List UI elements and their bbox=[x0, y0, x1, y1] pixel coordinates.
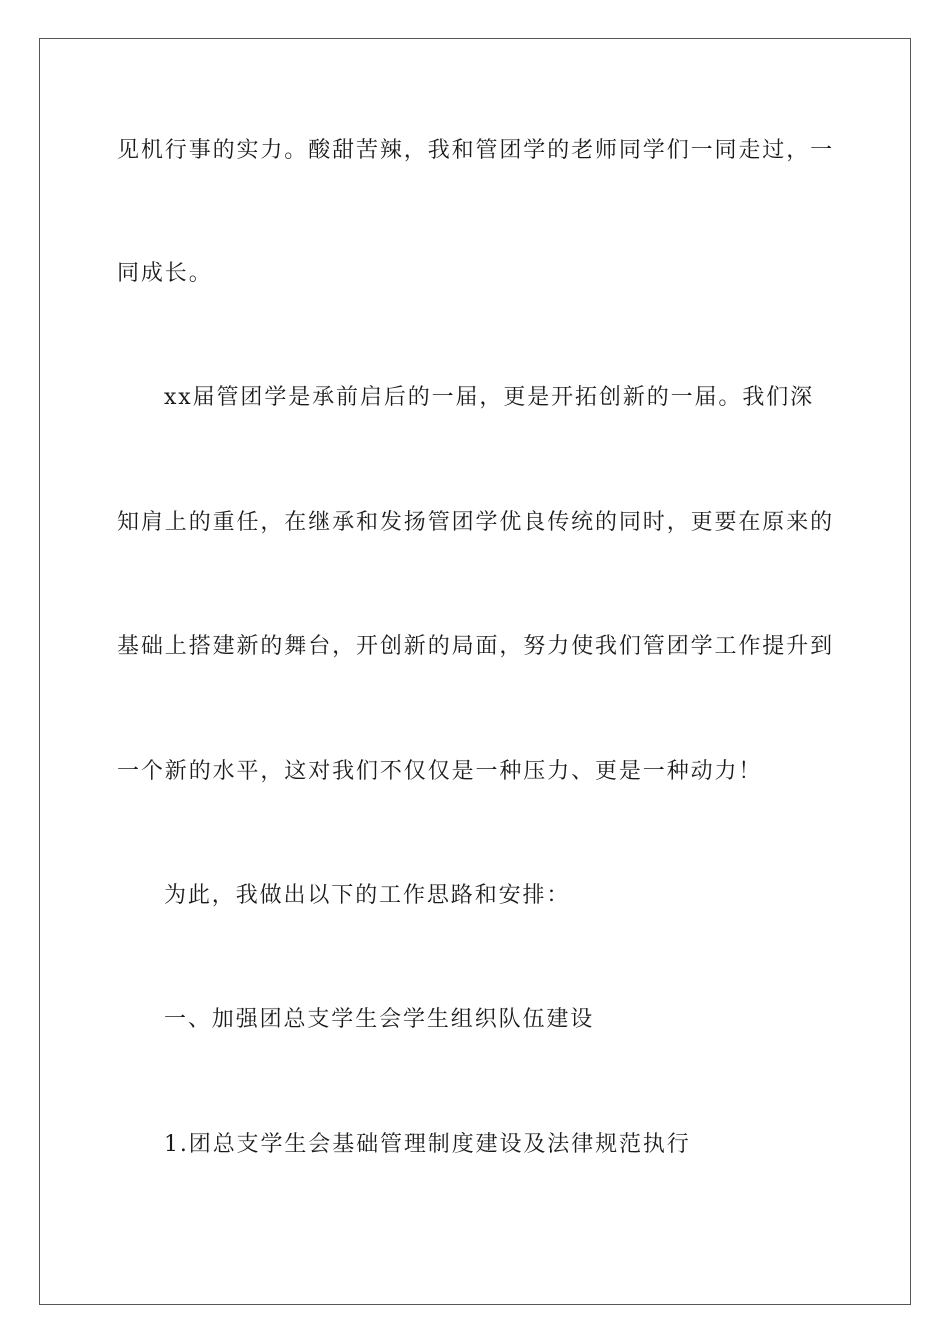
paragraph-line-2: 同成长。 bbox=[117, 261, 213, 286]
paragraph-line-7: 为此，我做出以下的工作思路和安排： bbox=[164, 883, 571, 908]
page-border bbox=[39, 38, 911, 1305]
paragraph-line-1: 见机行事的实力。酸甜苦辣，我和管团学的老师同学们一同走过，一 bbox=[117, 138, 835, 163]
paragraph-line-4: 知肩上的重任，在继承和发扬管团学优良传统的同时，更要在原来的 bbox=[117, 510, 835, 535]
paragraph-line-6: 一个新的水平，这对我们不仅仅是一种压力、更是一种动力！ bbox=[117, 759, 763, 784]
paragraph-line-5: 基础上搭建新的舞台，开创新的局面，努力使我们管团学工作提升到 bbox=[117, 634, 835, 659]
subsection-heading: 1.团总支学生会基础管理制度建设及法律规范执行 bbox=[164, 1132, 691, 1157]
paragraph-line-3: xx届管团学是承前启后的一届，更是开拓创新的一届。我们深 bbox=[164, 385, 815, 410]
section-heading: 一、加强团总支学生会学生组织队伍建设 bbox=[164, 1007, 595, 1032]
